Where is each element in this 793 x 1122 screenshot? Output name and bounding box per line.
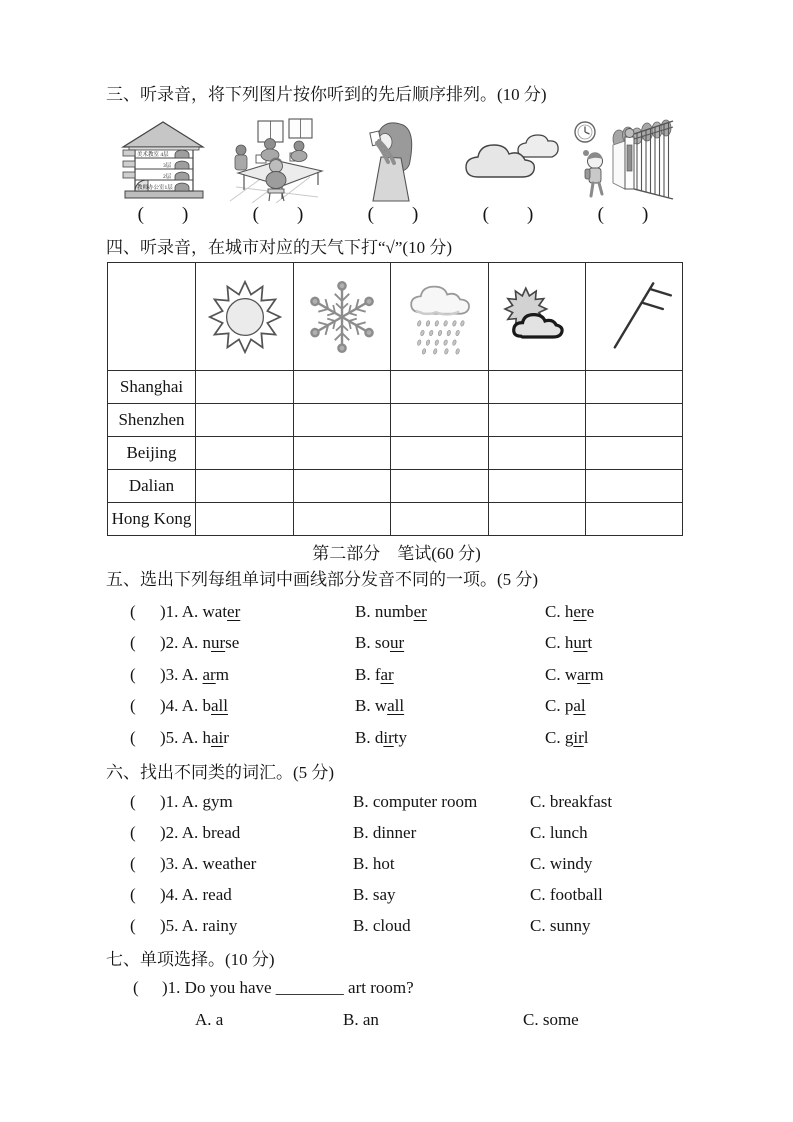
floor-label: 教师办公室1层 (137, 185, 173, 191)
city-row (108, 470, 683, 503)
answer-bracket: ( ) (597, 204, 649, 225)
option-a: )3. A. arm (160, 664, 229, 684)
chair-icon (268, 189, 284, 193)
category-item-1 (130, 786, 612, 817)
option-c: C. lunch (530, 823, 588, 842)
option-a: )1. A. water (160, 602, 241, 621)
option-a: )3. A. weather (160, 854, 257, 873)
option-c: C. sunny (530, 916, 591, 935)
answer-cell (294, 371, 391, 404)
answer-cell (586, 437, 683, 470)
sun-icon (205, 274, 285, 360)
answer-bracket: ( ) (367, 204, 419, 225)
section5-items (130, 596, 604, 753)
option-a: A. a (195, 1010, 224, 1029)
option-c: C. some (523, 1010, 579, 1029)
school-building-illustration (111, 117, 215, 203)
answer-bracket: ( (130, 664, 136, 684)
answer-cell (586, 371, 683, 404)
option-a: )4. A. read (160, 885, 232, 904)
answer-cell (489, 371, 586, 404)
wind-flag-icon (594, 274, 674, 360)
answer-cell (196, 470, 294, 503)
weather-snow-cell (294, 263, 391, 371)
section6-title: 六、找出不同类的词汇。(5 分) (106, 763, 335, 782)
city-row (108, 437, 683, 470)
answer-cell (391, 437, 489, 470)
option-c: C. warm (545, 664, 604, 684)
answer-cell (294, 437, 391, 470)
category-item-5 (130, 910, 612, 941)
section5-title: 五、选出下列每组单词中画线部分发音不同的一项。(5 分) (106, 570, 539, 589)
option-b: B. wall (355, 696, 405, 716)
answer-cell (391, 371, 489, 404)
arch-window-icon (175, 183, 189, 191)
pron-item-1 (130, 596, 604, 627)
pron-item-3 (130, 659, 604, 690)
part2-title: 第二部分 笔试(60 分) (312, 544, 481, 563)
option-b: B. hot (353, 854, 395, 873)
girl-drinking-illustration (341, 117, 445, 203)
snowflake-icon (302, 274, 382, 360)
section4-title: 四、听录音，在城市对应的天气下打“√”(10 分) (106, 238, 452, 257)
option-c: C. breakfast (530, 792, 613, 811)
answer-cell (196, 437, 294, 470)
answer-cell (489, 437, 586, 470)
picture-computer-room (224, 117, 332, 226)
picture-school-building (109, 117, 217, 226)
corner-cell (108, 263, 196, 371)
answer-cell (489, 470, 586, 503)
girl-pigtail (583, 150, 589, 156)
answer-bracket: ( ) (482, 204, 534, 225)
computer-room-illustration (226, 117, 330, 203)
option-a: )1. A. gym (160, 792, 233, 811)
option-a: )2. A. nurse (160, 633, 240, 653)
option-b: B. dirty (355, 727, 407, 747)
answer-cell (196, 371, 294, 404)
option-a: )2. A. bread (160, 823, 241, 842)
option-b: B. computer room (353, 792, 478, 811)
sun-behind-cloud-icon (497, 274, 577, 360)
weather-icons-row (108, 263, 683, 371)
mc-question-1 (133, 976, 414, 1000)
answer-bracket: ( ) (137, 204, 189, 225)
girl-leg (591, 183, 593, 196)
pron-item-4 (130, 690, 604, 721)
backpack-icon (585, 169, 590, 179)
answer-cell (294, 503, 391, 536)
option-b: B. far (355, 664, 394, 684)
section6-items (130, 786, 612, 941)
answer-cell (586, 503, 683, 536)
weather-wind-cell (586, 263, 683, 371)
city-row (108, 371, 683, 404)
option-a: )5. A. hair (160, 727, 229, 747)
answer-cell (391, 404, 489, 437)
option-b: B. say (353, 885, 396, 904)
answer-cell (294, 404, 391, 437)
arch-window-icon (175, 172, 189, 180)
city-label: Hong Kong (108, 503, 196, 536)
option-a: )5. A. rainy (160, 916, 238, 935)
rain-cloud-icon (400, 274, 480, 360)
answer-cell (294, 470, 391, 503)
answer-cell (489, 503, 586, 536)
city-label: Shanghai (108, 371, 196, 404)
option-b: B. cloud (353, 916, 411, 935)
weather-table (107, 262, 683, 536)
student-head (265, 139, 276, 150)
girl-leg (599, 183, 602, 194)
option-b: B. dinner (353, 823, 417, 842)
pron-item-2 (130, 627, 604, 658)
answer-bracket: ( (130, 602, 136, 621)
tree-icon (652, 122, 662, 138)
section7-title: 七、单项选择。(10 分) (106, 950, 275, 969)
option-b: B. number (355, 602, 427, 621)
option-c: C. windy (530, 854, 593, 873)
weather-cloudy-cell (489, 263, 586, 371)
gate-door (613, 141, 625, 189)
weather-rain-cell (391, 263, 489, 371)
arch-window-icon (175, 150, 189, 158)
arch-window-icon (175, 161, 189, 169)
option-c: C. football (530, 885, 603, 904)
section3-pictures (109, 117, 677, 226)
city-label: Beijing (108, 437, 196, 470)
small-cloud-icon (518, 135, 558, 157)
option-a: )4. A. ball (160, 696, 228, 716)
picture-girl-drinking-water (339, 117, 447, 226)
answer-bracket: ( (133, 978, 139, 997)
option-b: B. an (343, 1010, 379, 1029)
category-item-3 (130, 848, 612, 879)
clouds-illustration (456, 117, 560, 203)
section3-title: 三、听录音，将下列图片按你听到的先后顺序排列。(10 分) (106, 85, 547, 104)
floor-label: 美术教室 4层 (137, 152, 169, 158)
option-c: C. pal (545, 696, 586, 716)
answer-bracket: ( ) (252, 204, 304, 225)
answer-cell (586, 470, 683, 503)
answer-cell (196, 404, 294, 437)
answer-cell (196, 503, 294, 536)
city-row (108, 404, 683, 437)
answer-cell (489, 404, 586, 437)
floor-label: 2层 (163, 174, 172, 180)
option-c: C. here (545, 602, 595, 621)
student-head (270, 160, 283, 173)
answer-cell (586, 404, 683, 437)
picture-clouds (454, 117, 562, 226)
girl-body (589, 168, 601, 183)
city-label: Dalian (108, 470, 196, 503)
answer-bracket: ( (130, 633, 136, 653)
city-label: Shenzhen (108, 404, 196, 437)
school-gate-illustration (571, 117, 675, 203)
question-text: )1. Do you have ________ art room? (162, 978, 414, 997)
pron-item-5 (130, 722, 604, 753)
category-item-2 (130, 817, 612, 848)
answer-cell (391, 503, 489, 536)
floor-label: 3层 (163, 163, 172, 169)
mc-question-1-options (195, 1008, 579, 1032)
option-b: B. sour (355, 633, 405, 653)
option-c: C. hurt (545, 633, 593, 653)
category-item-4 (130, 879, 612, 910)
weather-sun-cell (196, 263, 294, 371)
answer-bracket: ( (130, 792, 136, 811)
picture-girl-at-school-gate (569, 117, 677, 226)
answer-bracket: ( (130, 727, 136, 747)
city-row (108, 503, 683, 536)
answer-bracket: ( (130, 823, 136, 842)
answer-cell (391, 470, 489, 503)
student-head (294, 141, 304, 151)
answer-bracket: ( (130, 696, 136, 716)
student-head (236, 145, 246, 155)
school-sign (627, 145, 632, 171)
answer-bracket: ( (130, 885, 136, 904)
option-c: C. girl (545, 727, 589, 747)
answer-bracket: ( (130, 854, 136, 873)
answer-bracket: ( (130, 916, 136, 935)
